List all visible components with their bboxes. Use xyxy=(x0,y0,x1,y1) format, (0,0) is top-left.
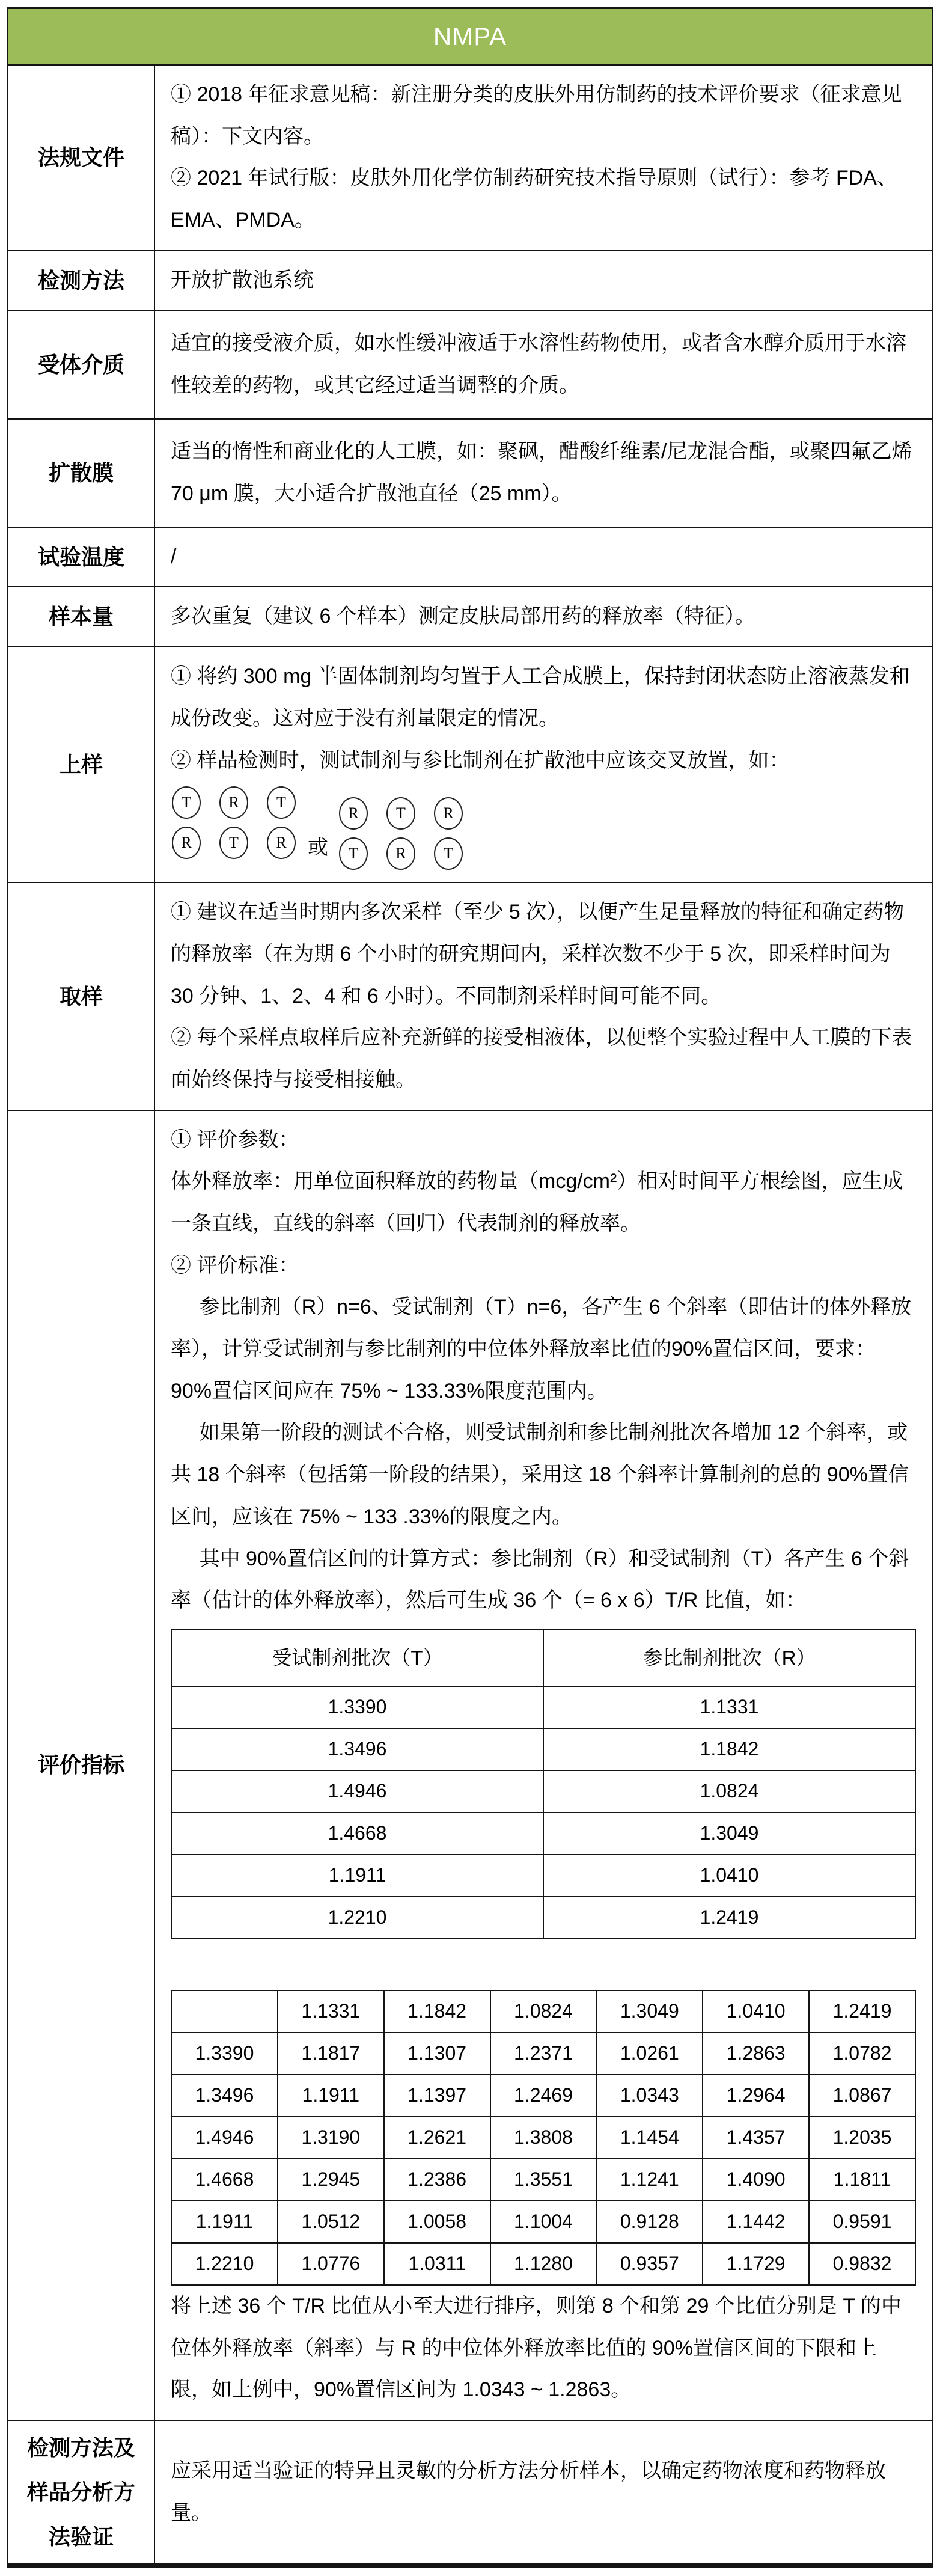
table-row xyxy=(171,1897,915,1939)
table-cell: 1.2419 xyxy=(809,1990,915,2033)
table-cell: 1.1442 xyxy=(703,2201,809,2243)
table-cell: 0.9832 xyxy=(809,2243,915,2285)
table-cell: 1.1729 xyxy=(703,2243,809,2285)
slope-batch-table xyxy=(171,1629,916,1939)
diffusion-cell-circle: R xyxy=(219,786,248,819)
table-cell: 1.4946 xyxy=(171,2117,278,2159)
table-cell: 1.0867 xyxy=(809,2075,915,2117)
table-cell xyxy=(171,1990,278,2033)
table-cell: 1.1454 xyxy=(596,2117,703,2159)
row-content-validation xyxy=(155,2421,932,2563)
paragraph: 将上述 36 个 T/R 比值从小至大进行排序，则第 8 个和第 29 个比值分别是 T 的中位体外释放率（斜率）与 R 的中位体外释放率比值的 90%置信区间的下限和上限，如上例中，90%置信区间为 1.0343 ~ 1.2863。 xyxy=(171,2294,902,2402)
row-sample-loading xyxy=(8,646,932,882)
row-content-medium xyxy=(155,311,932,418)
paragraph: 开放扩散池系统 xyxy=(171,268,314,292)
table-cell: 1.0058 xyxy=(384,2201,490,2243)
table-row xyxy=(171,2243,915,2285)
paragraph: ① 评价参数： xyxy=(171,1128,299,1151)
table-cell: 1.3551 xyxy=(490,2159,597,2201)
diffusion-cell-circle: R xyxy=(386,837,415,870)
table-cell: 1.3808 xyxy=(490,2117,597,2159)
table-cell: 1.3190 xyxy=(278,2117,384,2159)
table-cell: 1.2371 xyxy=(490,2033,597,2075)
paragraph: 应采用适当验证的特异且灵敏的分析方法分析样本，以确定药物浓度和药物释放量。 xyxy=(171,2459,886,2524)
paragraph: ② 每个采样点取样后应补充新鲜的接受相液体，以便整个实验过程中人工膜的下表面始终保持与接受相接触。 xyxy=(171,1026,912,1091)
or-label: 或 xyxy=(308,836,328,859)
table-cell: 1.2210 xyxy=(171,2243,278,2285)
diffusion-cell-circle: R xyxy=(172,827,201,859)
table-cell: 1.1842 xyxy=(384,1990,490,2033)
cell-placement-diagram xyxy=(171,786,916,870)
placement-column xyxy=(219,786,248,859)
table-cell: 1.1331 xyxy=(543,1686,915,1728)
table-cell: 1.0343 xyxy=(596,2075,703,2117)
table-cell: 1.0512 xyxy=(278,2201,384,2243)
table-cell: 1.2621 xyxy=(384,2117,490,2159)
row-content-method xyxy=(155,251,932,310)
paragraph: ② 样品检测时，测试制剂与参比制剂在扩散池中应该交叉放置，如： xyxy=(171,748,790,772)
row-label-regulatory: 法规文件 xyxy=(8,66,155,250)
table-cell: 1.0782 xyxy=(809,2033,915,2075)
diffusion-cell-circle: R xyxy=(267,827,296,859)
placement-column xyxy=(172,786,201,859)
placement-column xyxy=(267,786,296,859)
diffusion-cell-circle: T xyxy=(219,827,248,859)
row-method-validation xyxy=(8,2420,932,2563)
table-cell: 1.2419 xyxy=(543,1897,915,1939)
row-sampling xyxy=(8,882,932,1109)
table-row xyxy=(171,1990,915,2033)
table-row xyxy=(171,2117,915,2159)
table-cell: 1.1307 xyxy=(384,2033,490,2075)
row-content-membrane xyxy=(155,420,932,527)
table-row xyxy=(171,2033,915,2075)
table-cell: 0.9128 xyxy=(596,2201,703,2243)
placement-column xyxy=(339,797,368,870)
page-banner xyxy=(8,9,932,66)
placement-column xyxy=(386,797,415,870)
table-cell: 1.2035 xyxy=(809,2117,915,2159)
diffusion-cell-circle: R xyxy=(434,797,463,830)
row-label-temperature: 试验温度 xyxy=(8,528,155,587)
table-cell: 1.3049 xyxy=(596,1990,703,2033)
diffusion-cell-circle: T xyxy=(339,837,368,870)
diffusion-cell-circle: T xyxy=(434,837,463,870)
paragraph: / xyxy=(171,545,177,568)
table-cell: 1.2210 xyxy=(171,1897,543,1939)
row-receptor-medium xyxy=(8,310,932,418)
table-cell: 1.1241 xyxy=(596,2159,703,2201)
table-cell: 1.0824 xyxy=(543,1770,915,1813)
page-title: NMPA xyxy=(433,22,507,50)
table-cell: 1.0261 xyxy=(596,2033,703,2075)
row-evaluation-index xyxy=(8,1110,932,2420)
row-regulatory-documents xyxy=(8,66,932,250)
row-diffusion-membrane xyxy=(8,418,932,527)
comparison-table xyxy=(7,7,933,2568)
row-content-regulatory xyxy=(155,66,932,250)
table-row xyxy=(171,2159,915,2201)
table-row xyxy=(171,1770,915,1813)
table-cell: 1.4090 xyxy=(703,2159,809,2201)
table-cell: 1.1004 xyxy=(490,2201,597,2243)
table-cell: 1.0776 xyxy=(278,2243,384,2285)
table-cell: 0.9591 xyxy=(809,2201,915,2243)
table-row xyxy=(171,1855,915,1897)
table-cell: 1.4946 xyxy=(171,1770,543,1813)
table-cell: 1.0311 xyxy=(384,2243,490,2285)
paragraph: ② 评价标准： xyxy=(171,1253,299,1277)
row-label-validation: 检测方法及样品分析方法验证 xyxy=(8,2421,155,2563)
column-header-test-batch: 受试制剂批次（T） xyxy=(171,1630,543,1686)
table-cell: 1.1811 xyxy=(809,2159,915,2201)
table-cell: 1.3390 xyxy=(171,1686,543,1728)
diffusion-cell-circle: T xyxy=(386,797,415,830)
placement-group-left xyxy=(172,786,296,859)
table-header-row xyxy=(171,1630,915,1686)
table-cell: 1.2469 xyxy=(490,2075,597,2117)
tr-ratio-matrix xyxy=(171,1990,916,2286)
row-content-sample-size xyxy=(155,587,932,646)
diffusion-cell-circle: T xyxy=(267,786,296,819)
row-content-loading xyxy=(155,647,932,882)
row-sample-size xyxy=(8,586,932,646)
table-cell: 1.3390 xyxy=(171,2033,278,2075)
row-label-evaluation: 评价指标 xyxy=(8,1111,155,2420)
table-cell: 1.1280 xyxy=(490,2243,597,2285)
table-cell: 1.4668 xyxy=(171,1813,543,1855)
table-cell: 0.9357 xyxy=(596,2243,703,2285)
table-cell: 1.1397 xyxy=(384,2075,490,2117)
row-label-loading: 上样 xyxy=(8,647,155,882)
table-cell: 1.2863 xyxy=(703,2033,809,2075)
table-cell: 1.4668 xyxy=(171,2159,278,2201)
table-cell: 1.1817 xyxy=(278,2033,384,2075)
table-cell: 1.3496 xyxy=(171,2075,278,2117)
paragraph: ① 建议在适当时期内多次采样（至少 5 次），以便产生足量释放的特征和确定药物的释放率（在为期 6 个小时的研究期间内，采样次数不少于 5 次，即采样时间为 30 分钟、1、2、4 和 6 小时）。不同制剂采样时间可能不同。 xyxy=(171,901,905,1008)
row-label-medium: 受体介质 xyxy=(8,311,155,418)
table-cell: 1.1842 xyxy=(543,1728,915,1770)
table-row xyxy=(171,1728,915,1770)
table-cell: 1.1911 xyxy=(171,2201,278,2243)
table-row xyxy=(171,2075,915,2117)
paragraph: 多次重复（建议 6 个样本）测定皮肤局部用药的释放率（特征）。 xyxy=(171,605,755,628)
table-cell: 1.0824 xyxy=(490,1990,597,2033)
table-cell: 1.1911 xyxy=(171,1855,543,1897)
paragraph: ① 2018 年征求意见稿：新注册分类的皮肤外用仿制药的技术评价要求（征求意见稿）：下文内容。 xyxy=(171,83,902,148)
table-cell: 1.1911 xyxy=(278,2075,384,2117)
row-detection-method xyxy=(8,250,932,310)
row-label-membrane: 扩散膜 xyxy=(8,420,155,527)
table-row xyxy=(171,2201,915,2243)
paragraph: ② 2021 年试行版：皮肤外用化学仿制药研究技术指导原则（试行）：参考 FDA、EMA、PMDA。 xyxy=(171,167,897,232)
row-label-sampling: 取样 xyxy=(8,883,155,1109)
paragraph: 参比制剂（R）n=6、受试制剂（T）n=6，各产生 6 个斜率（即估计的体外释放率），计算受试制剂与参比制剂的中位体外释放率比值的90%置信区间，要求：90%置信区间应在 75% ~ 133.33%限度范围内。 xyxy=(171,1296,912,1403)
row-label-method: 检测方法 xyxy=(8,251,155,310)
row-content-evaluation xyxy=(155,1111,932,2420)
row-label-sample-size: 样本量 xyxy=(8,587,155,646)
paragraph: 适宜的接受液介质，如水性缓冲液适于水溶性药物使用，或者含水醇介质用于水溶性较差的药物，或其它经过适当调整的介质。 xyxy=(171,332,906,397)
table-cell: 1.2945 xyxy=(278,2159,384,2201)
paragraph: 如果第一阶段的测试不合格，则受试制剂和参比制剂批次各增加 12 个斜率，或共 18 个斜率（包括第一阶段的结果），采用这 18 个斜率计算制剂的总的 90%置信区间，应该在 75% ~ 133 .33%的限度之内。 xyxy=(171,1421,909,1528)
table-cell: 1.0410 xyxy=(703,1990,809,2033)
table-row xyxy=(171,1686,915,1728)
row-content-temperature xyxy=(155,528,932,587)
paragraph: 适当的惰性和商业化的人工膜，如：聚砜，醋酸纤维素/尼龙混合酯，或聚四氟乙烯 70 μm 膜，大小适合扩散池直径（25 mm）。 xyxy=(171,440,912,505)
table-cell: 1.3049 xyxy=(543,1813,915,1855)
column-header-reference-batch: 参比制剂批次（R） xyxy=(543,1630,915,1686)
table-row xyxy=(171,1813,915,1855)
paragraph: 其中 90%置信区间的计算方式：参比制剂（R）和受试制剂（T）各产生 6 个斜率（估计的体外释放率），然后可生成 36 个（= 6 x 6）T/R 比值，如： xyxy=(171,1547,909,1612)
table-cell: 1.2964 xyxy=(703,2075,809,2117)
diffusion-cell-circle: R xyxy=(339,797,368,830)
table-cell: 1.1331 xyxy=(278,1990,384,2033)
paragraph: ① 将约 300 mg 半固体制剂均匀置于人工合成膜上，保持封闭状态防止溶液蒸发和成份改变。这对应于没有剂量限定的情况。 xyxy=(171,665,910,730)
table-cell: 1.3496 xyxy=(171,1728,543,1770)
table-cell: 1.4357 xyxy=(703,2117,809,2159)
row-test-temperature xyxy=(8,527,932,587)
placement-column xyxy=(434,797,463,870)
diffusion-cell-circle: T xyxy=(172,786,201,819)
table-cell: 1.2386 xyxy=(384,2159,490,2201)
row-content-sampling xyxy=(155,883,932,1109)
paragraph: 体外释放率：用单位面积释放的药物量（mcg/cm²）相对时间平方根绘图，应生成一条直线，直线的斜率（回归）代表制剂的释放率。 xyxy=(171,1170,903,1235)
placement-group-right xyxy=(339,797,463,870)
table-cell: 1.0410 xyxy=(543,1855,915,1897)
